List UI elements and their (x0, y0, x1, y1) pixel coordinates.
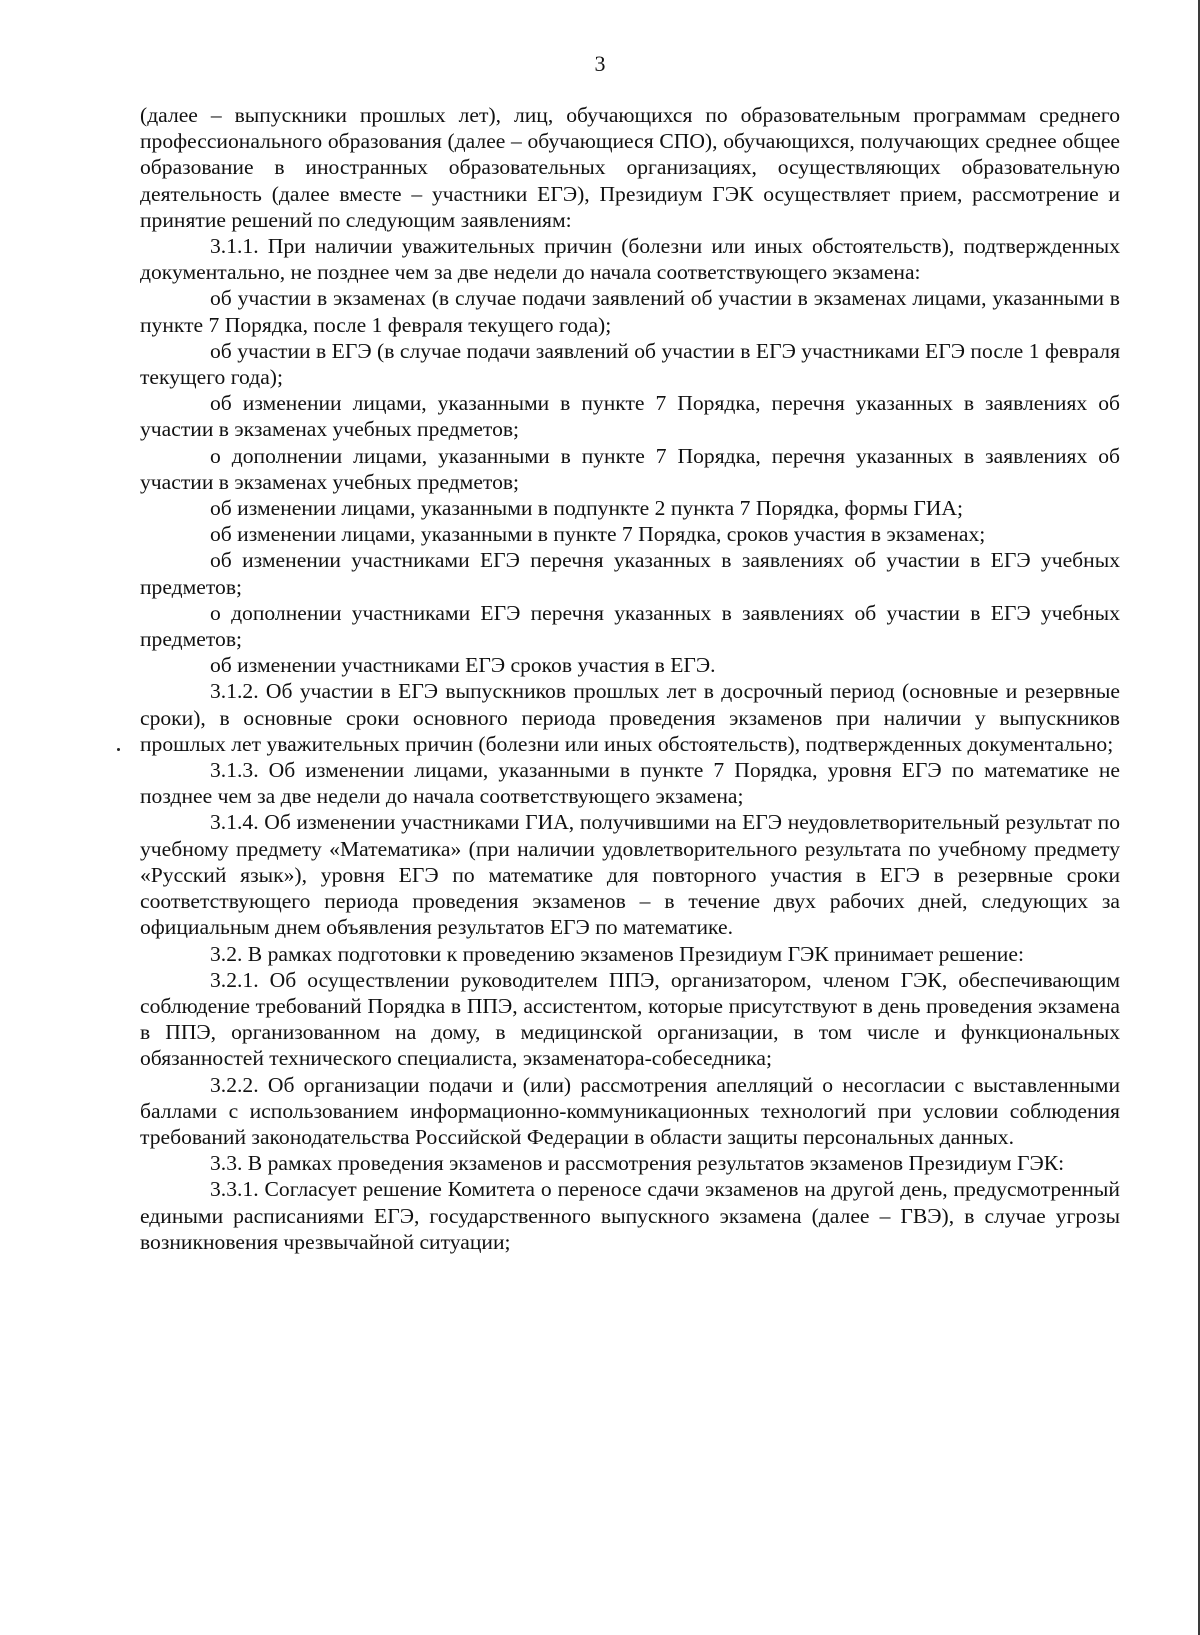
paragraph-3-3-1: 3.3.1. Согласует решение Комитета о переносе сдачи экзаменов на другой день, предусмотренный едиными расписаниями ЕГЭ, государственного выпускного экзамена (далее – ГВЭ), в случае угрозы возникновения чрезвычайной ситуации; (140, 1177, 1120, 1254)
list-item: о дополнении участниками ЕГЭ перечня указанных в заявлениях об участии в ЕГЭ учебных предметов; (140, 600, 1120, 652)
paragraph-3-1-4: 3.1.4. Об изменении участниками ГИА, получившими на ЕГЭ неудовлетворительный результат по учебному предмету «Математика» (при наличии удовлетворительного результата по учебному предмету «Русский язык»), уровня ЕГЭ по математике для повторного участия в ЕГЭ в резервные сроки соответствующего периода проведения экзаменов – в течение двух рабочих дней, следующих за официальным днем объявления результатов ЕГЭ по математике. (140, 810, 1120, 940)
paragraph-3-1-1: 3.1.1. При наличии уважительных причин (болезни или иных обстоятельств), подтвержденных документально, не позднее чем за две недели до начала соответствующего экзамена: (140, 234, 1120, 285)
paragraph-3-1-3: 3.1.3. Об изменении лицами, указанными в пункте 7 Порядка, уровня ЕГЭ по математике не позднее чем за две недели до начала соответствующего экзамена; (140, 758, 1120, 809)
paragraph-continuation: (далее – выпускники прошлых лет), лиц, обучающихся по образовательным программам среднего профессионального образования (далее – обучающиеся СПО), обучающихся, получающих среднее общее образование в иностранных образовательных организациях, осуществляющих образовательную деятельность (далее вместе – участники ЕГЭ), Президиум ГЭК осуществляет прием, рассмотрение и принятие решений по следующим заявлениям: (140, 103, 1120, 232)
list-item: об изменении лицами, указанными в подпункте 2 пункта 7 Порядка, формы ГИА; (210, 496, 963, 521)
list-item: о дополнении лицами, указанными в пункте 7 Порядка, перечня указанных в заявлениях об участии в экзаменах учебных предметов; (140, 443, 1120, 494)
paragraph-3-2-1: 3.2.1. Об осуществлении руководителем ППЭ, организатором, членом ГЭК, обеспечивающим соблюдение требований Порядка в ППЭ, ассистентом, которые присутствуют в день проведения экзамена в ППЭ, организованном на дому, в медицинской организации, в том числе и функциональных обязанностей технического специалиста, экзаменатора-собеседника; (140, 967, 1120, 1071)
scan-speck (117, 748, 120, 751)
list-item: об изменении лицами, указанными в пункте 7 Порядка, перечня указанных в заявлениях об участии в экзаменах учебных предметов; (140, 391, 1120, 442)
list-item: об изменении лицами, указанными в пункте 7 Порядка, сроков участия в экзаменах; (210, 522, 986, 547)
list-item: об изменении участниками ЕГЭ сроков участия в ЕГЭ. (210, 653, 716, 678)
paragraph-3-2-2: 3.2.2. Об организации подачи и (или) рассмотрения апелляций о несогласии с выставленными баллами с использованием информационно-коммуникационных технологий при условии соблюдения требований законодательства Российской Федерации в области защиты персональных данных. (140, 1072, 1120, 1149)
list-item: об участии в экзаменах (в случае подачи заявлений об участии в экзаменах лицами, указанными в пункте 7 Порядка, после 1 февраля текущего года); (140, 286, 1120, 337)
paragraph-3-1-2: 3.1.2. Об участии в ЕГЭ выпускников прошлых лет в досрочный период (основные и резервные сроки), в основные сроки основного периода проведения экзаменов при наличии у выпускников прошлых лет уважительных причин (болезни или иных обстоятельств), подтвержденных документально; (140, 679, 1120, 756)
paragraph-3-2: 3.2. В рамках подготовки к проведению экзаменов Президиум ГЭК принимает решение: (210, 941, 1024, 966)
page-number: 3 (594, 51, 606, 76)
list-item: об изменении участниками ЕГЭ перечня указанных в заявлениях об участии в ЕГЭ учебных предметов; (140, 548, 1120, 599)
list-item: об участии в ЕГЭ (в случае подачи заявлений об участии в ЕГЭ участниками ЕГЭ после 1 февраля текущего года); (140, 338, 1120, 390)
paragraph-3-3: 3.3. В рамках проведения экзаменов и рассмотрения результатов экзаменов Президиум ГЭК: (210, 1151, 1065, 1176)
document-body (140, 102, 1120, 1255)
